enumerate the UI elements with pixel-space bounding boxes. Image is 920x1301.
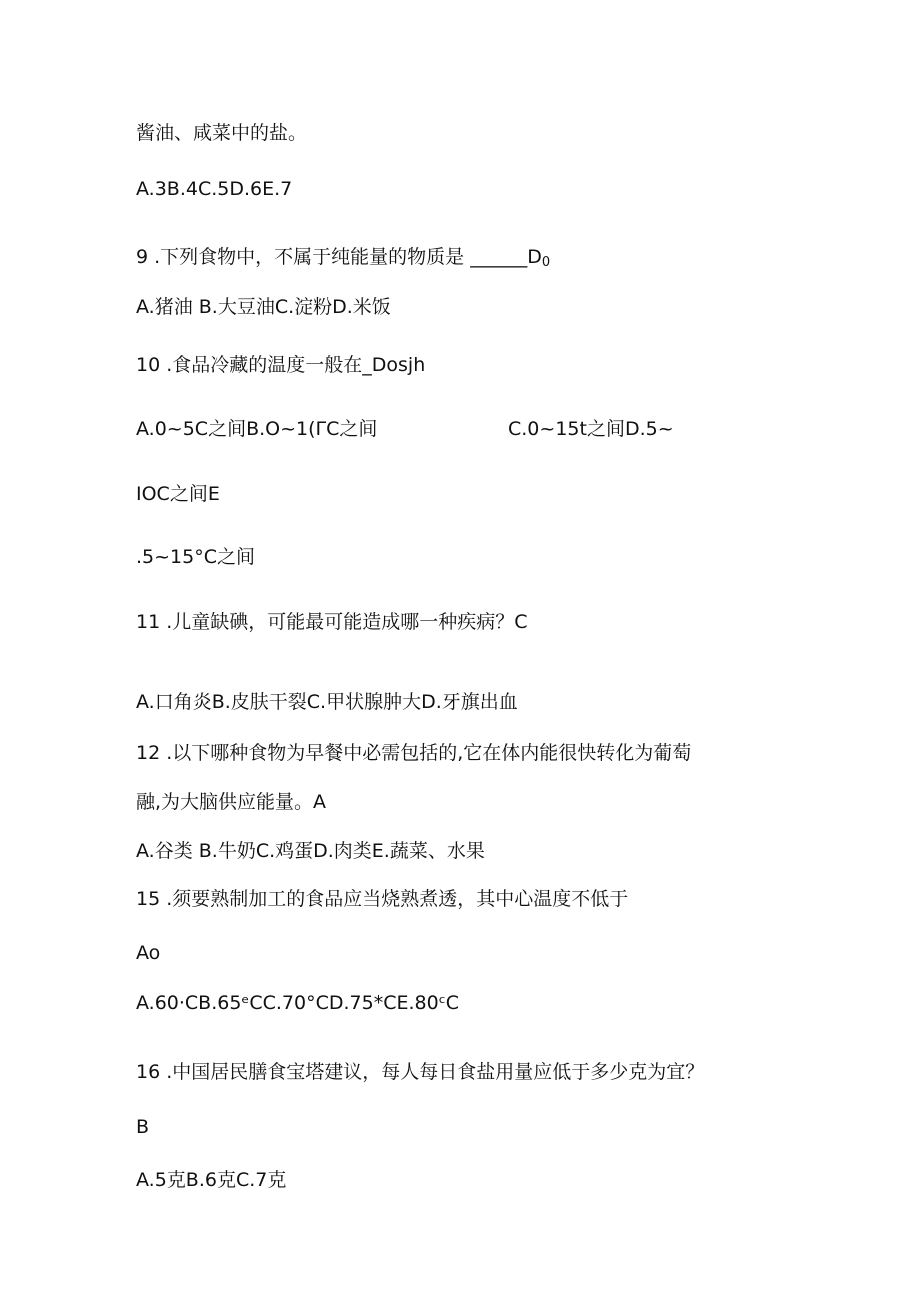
question-12: 12 .以下哪种食物为早餐中必需包括的,它在体内能很快转化为葡萄 <box>136 742 692 764</box>
answer-options: A.5克B.6克C.7克 <box>136 1169 287 1191</box>
question-10: 10 .食品冷藏的温度一般在_Dosjh <box>136 354 426 376</box>
question-15: 15 .须要熟制加工的食品应当烧熟煮透，其中心温度不低于 <box>136 888 629 910</box>
answer-options: .5~15°C之间 <box>136 546 255 568</box>
answer-options: A.3B.4C.5D.6E.7 <box>136 178 293 200</box>
answer-options: A.口角炎B.皮肤干裂C.甲状腺肿大D.牙旗出血 <box>136 691 518 713</box>
question-11: 11 .儿童缺碘，可能最可能造成哪一种疾病？C <box>136 611 528 633</box>
question-16: 16 .中国居民膳食宝塔建议，每人每日食盐用量应低于多少克为宜？ <box>136 1061 705 1083</box>
answer-options: C.0~15t之间D.5~ <box>508 418 674 440</box>
question-9 <box>136 244 550 276</box>
question-12-continued: 融,为大脑供应能量。A <box>136 791 327 813</box>
subscript: 0 <box>541 255 551 270</box>
question-text: 9 .下列食物中，不属于纯能量的物质是 ______D <box>136 246 542 268</box>
answer-options: A.谷类 B.牛奶C.鸡蛋D.肉类E.蔬菜、水果 <box>136 840 485 862</box>
answer-options: A.60·CB.65ᵉCC.70°CD.75*CE.80ᶜC <box>136 992 460 1014</box>
question-15-answer: Ao <box>136 942 161 964</box>
text-line: 酱油、咸菜中的盐。 <box>136 122 308 144</box>
answer-options: IOC之间E <box>136 483 220 505</box>
answer-options: A.猪油 B.大豆油C.淀粉D.米饭 <box>136 296 391 318</box>
question-16-answer: B <box>136 1116 150 1138</box>
answer-options: A.0~5C之间B.O~1(ΓC之间 <box>136 418 378 440</box>
